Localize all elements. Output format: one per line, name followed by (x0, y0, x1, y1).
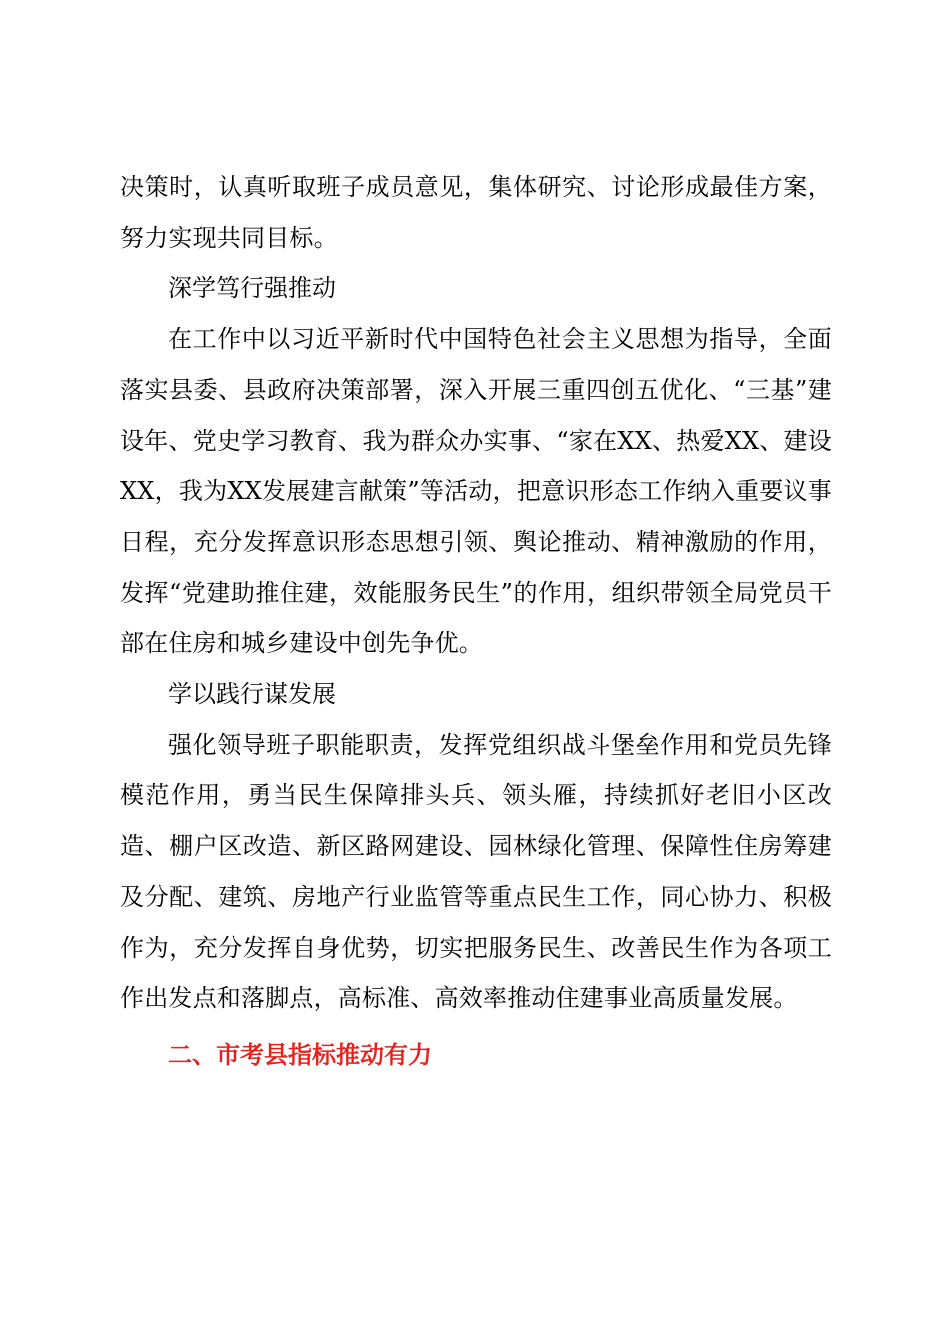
section-heading-indicators: 二、市考县指标推动有力 (168, 1040, 432, 1069)
subsection-title-deep-study: 深学笃行强推动 (168, 274, 336, 303)
document-body (120, 162, 832, 1080)
subsection-title-practice: 学以践行谋发展 (168, 680, 336, 709)
subsection-body-practice: 强化领导班子职能职责，发挥党组织战斗堡垒作用和党员先锋模范作用，勇当民生保障排头兵、领头雁，持续抓好老旧小区改造、棚户区改造、新区路网建设、园林绿化管理、保障性住房筹建及分配、建筑、房地产行业监管等重点民生工作，同心协力、积极作为，充分发挥自身优势，切实把服务民生、改善民生作为各项工作出发点和落脚点，高标准、高效率推动住建事业高质量发展。 (120, 730, 832, 1013)
continuation-paragraph: 决策时，认真听取班子成员意见，集体研究、讨论形成最佳方案，努力实现共同目标。 (120, 173, 832, 252)
subsection-body-deep-study: 在工作中以习近平新时代中国特色社会主义思想为指导，全面落实县委、县政府决策部署，深入开展三重四创五优化、“三基”建设年、党史学习教育、我为群众办实事、“家在XX、热爱XX、建设XX，我为XX发展建言献策”等活动，把意识形态工作纳入重要议事日程，充分发挥意识形态思想引领、舆论推动、精神激励的作用，发挥“党建助推住建，效能服务民生”的作用，组织带领全局党员干部在住房和城乡建设中创先争优。 (120, 325, 832, 658)
